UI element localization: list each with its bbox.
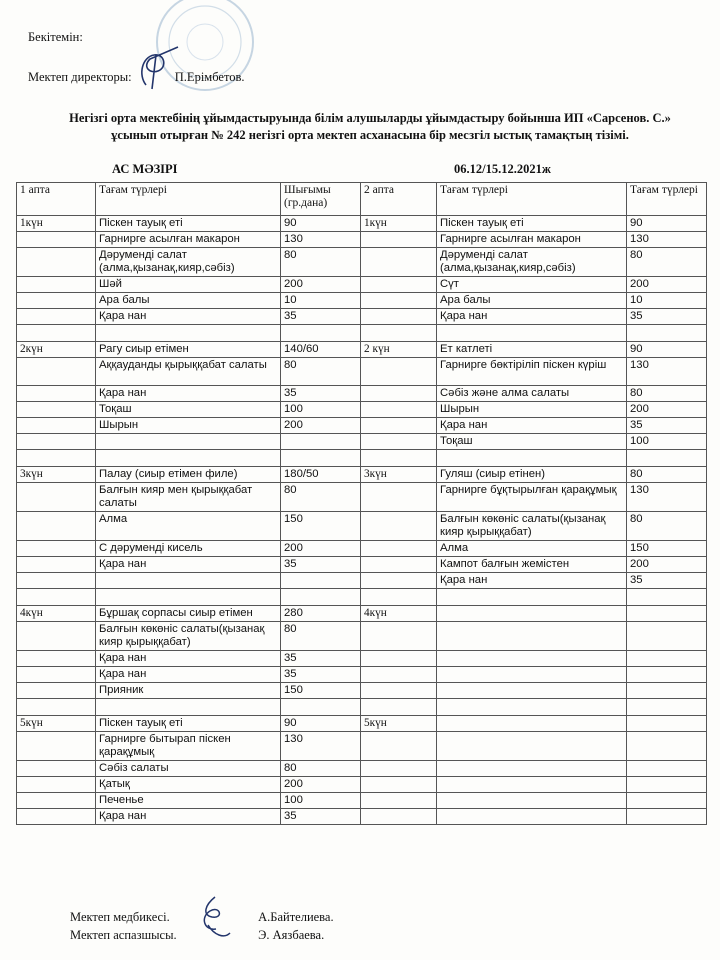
- yield-week2: 35: [627, 418, 707, 434]
- day-cell-week2: [361, 483, 437, 512]
- yield-week2: [627, 809, 707, 825]
- yield-week2: 200: [627, 277, 707, 293]
- table-row: [17, 434, 707, 450]
- day-cell-week2: [361, 651, 437, 667]
- dish-week2: [437, 651, 627, 667]
- day-separator-row: [17, 589, 707, 606]
- col-header-week2: 2 апта: [361, 183, 437, 216]
- day-cell-week1: [17, 386, 96, 402]
- table-row: [17, 716, 707, 732]
- dish-week2: Қара нан: [437, 573, 627, 589]
- separator-cell: [17, 450, 96, 467]
- dish-week2: Гарнирге бұқтырылған қарақұмық: [437, 483, 627, 512]
- day-cell-week1: [17, 809, 96, 825]
- dish-week1: С дәруменді кисель: [96, 541, 281, 557]
- col-header-dishes1: Тағам түрлері: [96, 183, 281, 216]
- dish-week1: Қара нан: [96, 651, 281, 667]
- day-cell-week1: [17, 402, 96, 418]
- approved-label: Бекітемін:: [28, 30, 83, 44]
- yield-week2: [627, 761, 707, 777]
- dish-week2: Балғын көкөніс салаты(қызанақ кияр қырыққабат): [437, 512, 627, 541]
- yield-week2: [627, 606, 707, 622]
- day-cell-week2: [361, 573, 437, 589]
- yield-week1: 150: [281, 512, 361, 541]
- dish-week2: Ет катлеті: [437, 342, 627, 358]
- heading-line-2: ұсынып отырған № 242 негізгі орта мектеп асханасына бір месзгіл ыстық тамақтың тізімі.: [111, 128, 629, 142]
- dish-week2: Қара нан: [437, 309, 627, 325]
- separator-cell: [361, 589, 437, 606]
- yield-week1: 90: [281, 216, 361, 232]
- separator-cell: [17, 699, 96, 716]
- dish-week1: Қара нан: [96, 309, 281, 325]
- yield-week1: 80: [281, 622, 361, 651]
- dish-week2: Тоқаш: [437, 434, 627, 450]
- separator-cell: [17, 589, 96, 606]
- day-cell-week1: [17, 483, 96, 512]
- table-row: [17, 557, 707, 573]
- yield-week1: 140/60: [281, 342, 361, 358]
- document-heading: [60, 110, 680, 144]
- dish-week1: Алма: [96, 512, 281, 541]
- dish-week1: Шәй: [96, 277, 281, 293]
- nurse-signature: [190, 895, 240, 945]
- day-cell-week2: [361, 541, 437, 557]
- day-cell-week1: [17, 777, 96, 793]
- separator-cell: [281, 450, 361, 467]
- yield-week1: 35: [281, 309, 361, 325]
- table-row: [17, 541, 707, 557]
- day-separator-row: [17, 450, 707, 467]
- day-cell-week1: 5күн: [17, 716, 96, 732]
- dish-week1: Қатық: [96, 777, 281, 793]
- separator-cell: [281, 699, 361, 716]
- day-cell-week1: [17, 293, 96, 309]
- day-cell-week1: [17, 573, 96, 589]
- day-cell-week2: [361, 232, 437, 248]
- director-label: Мектеп директоры:: [28, 70, 132, 84]
- separator-cell: [361, 699, 437, 716]
- day-cell-week1: 1күн: [17, 216, 96, 232]
- day-cell-week1: [17, 651, 96, 667]
- yield-week2: 80: [627, 512, 707, 541]
- yield-week2: [627, 622, 707, 651]
- yield-week2: 80: [627, 248, 707, 277]
- separator-cell: [627, 325, 707, 342]
- dish-week1: Прияник: [96, 683, 281, 699]
- yield-week1: 35: [281, 386, 361, 402]
- table-row: [17, 761, 707, 777]
- table-row: [17, 483, 707, 512]
- dish-week2: Алма: [437, 541, 627, 557]
- day-cell-week1: [17, 793, 96, 809]
- day-cell-week1: [17, 557, 96, 573]
- menu-dates: 06.12/15.12.2021ж: [454, 162, 551, 176]
- day-cell-week1: [17, 622, 96, 651]
- yield-week1: 35: [281, 809, 361, 825]
- yield-week2: 100: [627, 434, 707, 450]
- separator-cell: [627, 589, 707, 606]
- yield-week2: 130: [627, 483, 707, 512]
- separator-cell: [361, 325, 437, 342]
- heading-line-1: Негізгі орта мектебінің ұйымдастыруында білім алушыларды ұйымдастыру бойынша ИП «Сарсенов. С.»: [69, 111, 671, 125]
- day-cell-week2: [361, 667, 437, 683]
- yield-week1: 130: [281, 232, 361, 248]
- separator-cell: [17, 325, 96, 342]
- table-row: [17, 418, 707, 434]
- yield-week1: 100: [281, 793, 361, 809]
- yield-week1: 35: [281, 651, 361, 667]
- dish-week2: [437, 809, 627, 825]
- yield-week1: 200: [281, 541, 361, 557]
- yield-week1: [281, 573, 361, 589]
- yield-week2: [627, 667, 707, 683]
- dish-week1: Балғын кияр мен қырыққабат салаты: [96, 483, 281, 512]
- yield-week2: 200: [627, 402, 707, 418]
- yield-week2: [627, 651, 707, 667]
- day-cell-week2: 5күн: [361, 716, 437, 732]
- yield-week2: 80: [627, 386, 707, 402]
- yield-week2: 150: [627, 541, 707, 557]
- dish-week2: Сүт: [437, 277, 627, 293]
- yield-week1: 280: [281, 606, 361, 622]
- day-cell-week2: [361, 761, 437, 777]
- dish-week2: [437, 732, 627, 761]
- day-cell-week2: [361, 386, 437, 402]
- day-cell-week2: [361, 777, 437, 793]
- dish-week2: Ара балы: [437, 293, 627, 309]
- dish-week1: Гарнирге асылған макарон: [96, 232, 281, 248]
- dish-week2: Қара нан: [437, 418, 627, 434]
- dish-week1: Тоқаш: [96, 402, 281, 418]
- day-cell-week2: 2 күн: [361, 342, 437, 358]
- menu-title: АС МӘЗІРІ: [112, 162, 178, 176]
- day-cell-week2: [361, 434, 437, 450]
- dish-week1: Қара нан: [96, 386, 281, 402]
- yield-week1: 35: [281, 667, 361, 683]
- dish-week2: Сәбіз және алма салаты: [437, 386, 627, 402]
- director-name: П.Ерімбетов.: [174, 70, 245, 84]
- menu-table: [16, 182, 707, 825]
- col-header-yield: Шығымы (гр.дана): [281, 183, 361, 216]
- separator-cell: [96, 589, 281, 606]
- yield-week1: 180/50: [281, 467, 361, 483]
- yield-week2: 35: [627, 309, 707, 325]
- day-separator-row: [17, 699, 707, 716]
- day-cell-week2: 1күн: [361, 216, 437, 232]
- dish-week1: Піскен тауық еті: [96, 716, 281, 732]
- dish-week2: Шырын: [437, 402, 627, 418]
- col-header-dishes2-b: Тағам түрлері: [627, 183, 707, 216]
- day-cell-week2: [361, 277, 437, 293]
- dish-week1: Ара балы: [96, 293, 281, 309]
- dish-week2: [437, 667, 627, 683]
- dish-week1: [96, 573, 281, 589]
- day-cell-week2: [361, 793, 437, 809]
- yield-week2: [627, 793, 707, 809]
- separator-cell: [627, 450, 707, 467]
- table-row: [17, 232, 707, 248]
- table-row: [17, 683, 707, 699]
- day-cell-week1: [17, 512, 96, 541]
- table-row: [17, 293, 707, 309]
- dish-week1: Аққауданды қырыққабат салаты: [96, 358, 281, 386]
- day-cell-week1: [17, 434, 96, 450]
- yield-week1: 200: [281, 418, 361, 434]
- day-separator-row: [17, 325, 707, 342]
- table-row: [17, 606, 707, 622]
- dish-week2: [437, 606, 627, 622]
- table-row: [17, 358, 707, 386]
- day-cell-week1: 4күн: [17, 606, 96, 622]
- yield-week1: 200: [281, 277, 361, 293]
- separator-cell: [281, 589, 361, 606]
- yield-week1: 10: [281, 293, 361, 309]
- dish-week1: Рагу сиыр етімен: [96, 342, 281, 358]
- dish-week2: Дәруменді салат (алма,қызанақ,кияр,сәбіз): [437, 248, 627, 277]
- day-cell-week2: [361, 293, 437, 309]
- table-row: [17, 809, 707, 825]
- day-cell-week1: [17, 232, 96, 248]
- day-cell-week1: [17, 358, 96, 386]
- table-row: [17, 402, 707, 418]
- separator-cell: [437, 589, 627, 606]
- day-cell-week2: [361, 418, 437, 434]
- menu-table-body: [17, 216, 707, 825]
- separator-cell: [437, 325, 627, 342]
- col-header-week1: 1 апта: [17, 183, 96, 216]
- day-cell-week1: 2күн: [17, 342, 96, 358]
- day-cell-week2: [361, 557, 437, 573]
- day-cell-week2: [361, 683, 437, 699]
- separator-cell: [281, 325, 361, 342]
- table-row: [17, 248, 707, 277]
- yield-week2: 130: [627, 358, 707, 386]
- day-cell-week2: [361, 248, 437, 277]
- table-row: [17, 386, 707, 402]
- yield-week1: 80: [281, 483, 361, 512]
- yield-week2: [627, 777, 707, 793]
- table-row: [17, 793, 707, 809]
- separator-cell: [96, 325, 281, 342]
- separator-cell: [627, 699, 707, 716]
- separator-cell: [96, 450, 281, 467]
- yield-week2: [627, 732, 707, 761]
- day-cell-week2: [361, 732, 437, 761]
- yield-week2: 130: [627, 232, 707, 248]
- table-row: [17, 651, 707, 667]
- yield-week1: [281, 434, 361, 450]
- dish-week1: Сәбіз салаты: [96, 761, 281, 777]
- nurse-label: Мектеп медбикесі.: [70, 910, 170, 924]
- dish-week2: Гарнирге бөктіріліп піскен күріш: [437, 358, 627, 386]
- table-row: [17, 667, 707, 683]
- table-row: [17, 277, 707, 293]
- yield-week2: 200: [627, 557, 707, 573]
- day-cell-week1: [17, 683, 96, 699]
- day-cell-week1: [17, 248, 96, 277]
- dish-week2: [437, 716, 627, 732]
- dish-week1: Печенье: [96, 793, 281, 809]
- table-header-row: [17, 183, 707, 216]
- dish-week2: [437, 761, 627, 777]
- day-cell-week2: [361, 622, 437, 651]
- dish-week2: [437, 622, 627, 651]
- yield-week2: 80: [627, 467, 707, 483]
- table-row: [17, 512, 707, 541]
- day-cell-week2: [361, 402, 437, 418]
- yield-week1: 80: [281, 358, 361, 386]
- day-cell-week1: [17, 732, 96, 761]
- nurse-name: А.Байтелиева.: [258, 910, 334, 924]
- day-cell-week2: [361, 512, 437, 541]
- table-row: [17, 216, 707, 232]
- dish-week2: [437, 683, 627, 699]
- day-cell-week1: 3күн: [17, 467, 96, 483]
- yield-week2: 35: [627, 573, 707, 589]
- dish-week1: [96, 434, 281, 450]
- table-row: [17, 573, 707, 589]
- dish-week1: Қара нан: [96, 557, 281, 573]
- yield-week1: 80: [281, 248, 361, 277]
- yield-week1: 100: [281, 402, 361, 418]
- dish-week1: Балғын көкөніс салаты(қызанақ кияр қырыққабат): [96, 622, 281, 651]
- table-row: [17, 342, 707, 358]
- dish-week1: Қара нан: [96, 809, 281, 825]
- table-row: [17, 777, 707, 793]
- separator-cell: [437, 699, 627, 716]
- yield-week1: 150: [281, 683, 361, 699]
- dish-week1: Гарнирге бытырап піскен қарақұмық: [96, 732, 281, 761]
- yield-week2: 90: [627, 216, 707, 232]
- day-cell-week2: 4күн: [361, 606, 437, 622]
- dish-week2: Гуляш (сиыр етінен): [437, 467, 627, 483]
- separator-cell: [361, 450, 437, 467]
- day-cell-week1: [17, 667, 96, 683]
- day-cell-week1: [17, 277, 96, 293]
- day-cell-week2: [361, 309, 437, 325]
- table-row: [17, 309, 707, 325]
- yield-week1: 90: [281, 716, 361, 732]
- day-cell-week2: [361, 809, 437, 825]
- table-row: [17, 467, 707, 483]
- yield-week1: 130: [281, 732, 361, 761]
- dish-week1: Палау (сиыр етімен филе): [96, 467, 281, 483]
- day-cell-week1: [17, 761, 96, 777]
- day-cell-week1: [17, 418, 96, 434]
- dish-week1: Піскен тауық еті: [96, 216, 281, 232]
- dish-week2: [437, 777, 627, 793]
- dish-week2: [437, 793, 627, 809]
- col-header-dishes2: Тағам түрлері: [437, 183, 627, 216]
- dish-week2: Гарнирге асылған макарон: [437, 232, 627, 248]
- dish-week1: Бұршақ сорпасы сиыр етімен: [96, 606, 281, 622]
- yield-week2: [627, 683, 707, 699]
- day-cell-week2: [361, 358, 437, 386]
- dish-week2: Піскен тауық еті: [437, 216, 627, 232]
- day-cell-week2: 3күн: [361, 467, 437, 483]
- day-cell-week1: [17, 309, 96, 325]
- dish-week1: Қара нан: [96, 667, 281, 683]
- cook-name: Э. Аязбаева.: [258, 928, 325, 942]
- yield-week1: 200: [281, 777, 361, 793]
- table-row: [17, 622, 707, 651]
- dish-week2: Кампот балғын жемістен: [437, 557, 627, 573]
- cook-label: Мектеп аспазшысы.: [70, 928, 177, 942]
- yield-week2: 90: [627, 342, 707, 358]
- separator-cell: [437, 450, 627, 467]
- day-cell-week1: [17, 541, 96, 557]
- dish-week1: Дәруменді салат (алма,қызанақ,кияр,сәбіз): [96, 248, 281, 277]
- separator-cell: [96, 699, 281, 716]
- yield-week1: 80: [281, 761, 361, 777]
- yield-week2: [627, 716, 707, 732]
- dish-week1: Шырын: [96, 418, 281, 434]
- table-row: [17, 732, 707, 761]
- yield-week1: 35: [281, 557, 361, 573]
- director-signature: [128, 45, 188, 90]
- yield-week2: 10: [627, 293, 707, 309]
